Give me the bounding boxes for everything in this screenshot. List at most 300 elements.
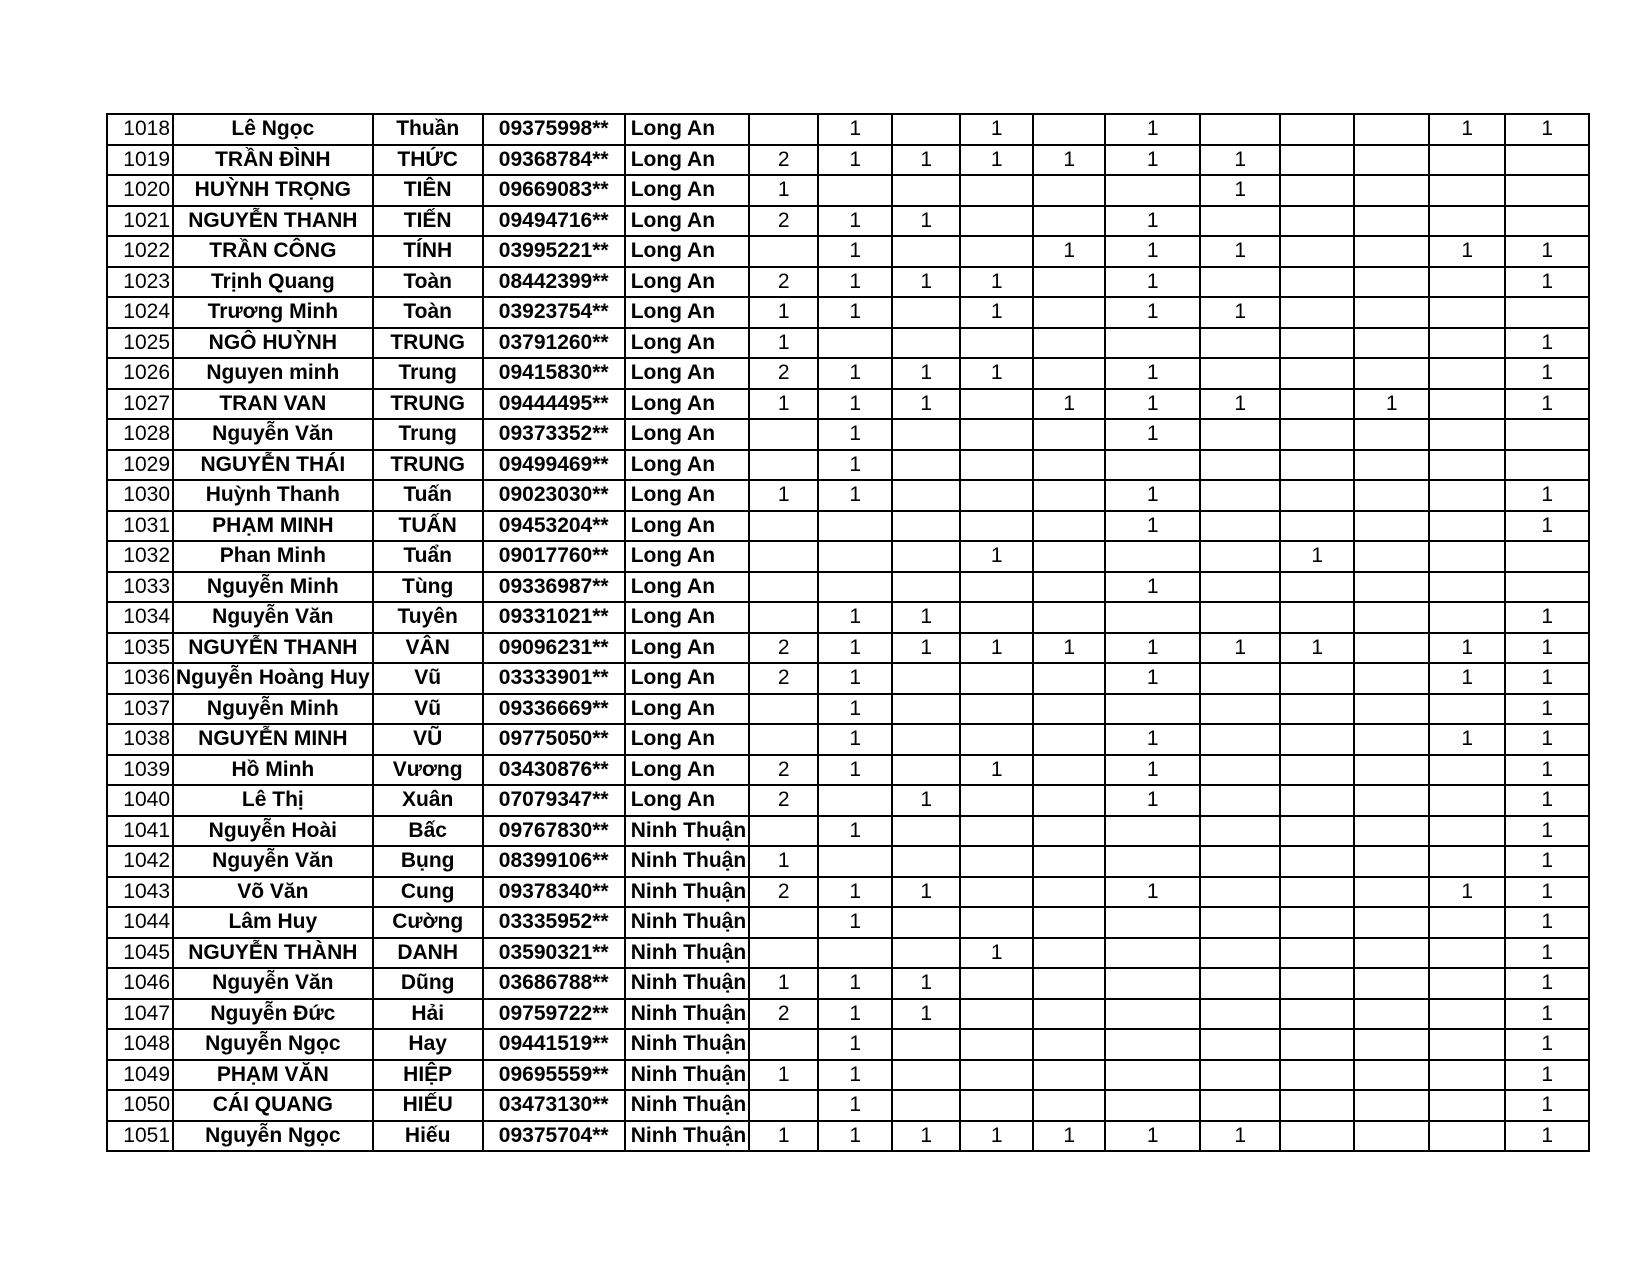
count-cell-11: 1: [1505, 480, 1589, 511]
given-name-cell: Toàn: [373, 267, 483, 298]
table-row: [107, 846, 1589, 877]
count-cell-11: 1: [1505, 694, 1589, 725]
given-name-cell: Thuần: [373, 114, 483, 145]
row-number: 1036: [107, 663, 173, 694]
row-number: 1042: [107, 846, 173, 877]
count-cell-10: [1429, 541, 1505, 572]
phone-cell: 09378340**: [483, 877, 625, 908]
count-cell-11: 1: [1505, 663, 1589, 694]
count-cell-1: [749, 572, 818, 603]
count-cell-10: [1429, 755, 1505, 786]
table-row: [107, 816, 1589, 847]
count-cell-1: [749, 114, 818, 145]
row-number: 1043: [107, 877, 173, 908]
phone-cell: 08399106**: [483, 846, 625, 877]
count-cell-2: 1: [818, 755, 892, 786]
family-name-cell: Nguyễn Minh: [173, 694, 373, 725]
count-cell-6: 1: [1105, 511, 1200, 542]
province-cell: Long An: [625, 175, 749, 206]
count-cell-6: 1: [1105, 145, 1200, 176]
count-cell-4: [960, 572, 1033, 603]
count-cell-1: 2: [749, 877, 818, 908]
count-cell-9: [1354, 175, 1429, 206]
count-cell-3: [892, 328, 960, 359]
count-cell-6: 1: [1105, 236, 1200, 267]
count-cell-2: 1: [818, 297, 892, 328]
count-cell-3: [892, 1029, 960, 1060]
given-name-cell: Dũng: [373, 968, 483, 999]
count-cell-1: 1: [749, 480, 818, 511]
given-name-cell: Vũ: [373, 663, 483, 694]
row-number: 1044: [107, 907, 173, 938]
count-cell-3: [892, 663, 960, 694]
phone-cell: 03333901**: [483, 663, 625, 694]
phone-cell: 09759722**: [483, 999, 625, 1030]
count-cell-6: [1105, 541, 1200, 572]
count-cell-10: [1429, 328, 1505, 359]
count-cell-2: [818, 785, 892, 816]
count-cell-8: [1280, 1060, 1354, 1091]
count-cell-2: 1: [818, 724, 892, 755]
phone-cell: 09453204**: [483, 511, 625, 542]
family-name-cell: Huỳnh Thanh: [173, 480, 373, 511]
count-cell-8: [1280, 602, 1354, 633]
province-cell: Long An: [625, 572, 749, 603]
count-cell-2: [818, 511, 892, 542]
count-cell-5: [1033, 511, 1105, 542]
count-cell-1: 1: [749, 175, 818, 206]
count-cell-5: [1033, 602, 1105, 633]
count-cell-2: 1: [818, 968, 892, 999]
count-cell-4: 1: [960, 358, 1033, 389]
count-cell-5: [1033, 816, 1105, 847]
count-cell-5: [1033, 267, 1105, 298]
count-cell-2: 1: [818, 907, 892, 938]
count-cell-11: [1505, 297, 1589, 328]
count-cell-5: 1: [1033, 145, 1105, 176]
count-cell-10: 1: [1429, 633, 1505, 664]
count-cell-8: [1280, 999, 1354, 1030]
count-cell-7: [1200, 358, 1280, 389]
count-cell-3: [892, 694, 960, 725]
table-row: [107, 724, 1589, 755]
province-cell: Long An: [625, 694, 749, 725]
count-cell-6: 1: [1105, 358, 1200, 389]
family-name-cell: Nguyễn Hoài: [173, 816, 373, 847]
count-cell-3: [892, 755, 960, 786]
row-number: 1040: [107, 785, 173, 816]
count-cell-2: 1: [818, 1029, 892, 1060]
table-row: [107, 602, 1589, 633]
count-cell-3: [892, 175, 960, 206]
row-number: 1033: [107, 572, 173, 603]
given-name-cell: Hiếu: [373, 1121, 483, 1152]
count-cell-10: 1: [1429, 877, 1505, 908]
count-cell-4: 1: [960, 541, 1033, 572]
count-cell-2: 1: [818, 633, 892, 664]
phone-cell: 09775050**: [483, 724, 625, 755]
count-cell-8: [1280, 328, 1354, 359]
province-cell: Long An: [625, 267, 749, 298]
count-cell-1: 2: [749, 663, 818, 694]
table-row: [107, 419, 1589, 450]
count-cell-2: [818, 572, 892, 603]
count-cell-7: 1: [1200, 145, 1280, 176]
count-cell-11: [1505, 175, 1589, 206]
given-name-cell: Vũ: [373, 694, 483, 725]
count-cell-2: 1: [818, 694, 892, 725]
count-cell-10: [1429, 999, 1505, 1030]
count-cell-11: 1: [1505, 968, 1589, 999]
family-name-cell: Nguyễn Ngọc: [173, 1121, 373, 1152]
count-cell-5: 1: [1033, 1121, 1105, 1152]
count-cell-4: [960, 846, 1033, 877]
count-cell-6: [1105, 1060, 1200, 1091]
count-cell-10: [1429, 511, 1505, 542]
count-cell-5: [1033, 724, 1105, 755]
table-row: [107, 541, 1589, 572]
count-cell-1: 1: [749, 389, 818, 420]
count-cell-4: [960, 1060, 1033, 1091]
count-cell-1: [749, 236, 818, 267]
count-cell-7: [1200, 602, 1280, 633]
count-cell-10: [1429, 694, 1505, 725]
count-cell-4: [960, 907, 1033, 938]
count-cell-8: [1280, 358, 1354, 389]
count-cell-4: 1: [960, 267, 1033, 298]
count-cell-5: [1033, 999, 1105, 1030]
count-cell-5: [1033, 175, 1105, 206]
count-cell-1: [749, 541, 818, 572]
count-cell-8: [1280, 724, 1354, 755]
count-cell-11: 1: [1505, 785, 1589, 816]
family-name-cell: Lâm Huy: [173, 907, 373, 938]
count-cell-9: [1354, 114, 1429, 145]
count-cell-8: [1280, 694, 1354, 725]
family-name-cell: Hồ Minh: [173, 755, 373, 786]
count-cell-3: [892, 846, 960, 877]
count-cell-1: [749, 419, 818, 450]
count-cell-9: [1354, 968, 1429, 999]
family-name-cell: NGUYỄN MINH: [173, 724, 373, 755]
province-cell: Long An: [625, 358, 749, 389]
family-name-cell: HUỲNH TRỌNG: [173, 175, 373, 206]
given-name-cell: Trung: [373, 419, 483, 450]
count-cell-11: 1: [1505, 999, 1589, 1030]
count-cell-8: [1280, 846, 1354, 877]
count-cell-10: [1429, 1090, 1505, 1121]
count-cell-9: 1: [1354, 389, 1429, 420]
phone-cell: 03430876**: [483, 755, 625, 786]
given-name-cell: Bụng: [373, 846, 483, 877]
province-cell: Long An: [625, 450, 749, 481]
table-row: [107, 450, 1589, 481]
count-cell-11: 1: [1505, 846, 1589, 877]
phone-cell: 03995221**: [483, 236, 625, 267]
count-cell-7: [1200, 663, 1280, 694]
row-number: 1051: [107, 1121, 173, 1152]
count-cell-10: 1: [1429, 114, 1505, 145]
count-cell-4: [960, 694, 1033, 725]
row-number: 1022: [107, 236, 173, 267]
count-cell-1: 1: [749, 968, 818, 999]
given-name-cell: Cường: [373, 907, 483, 938]
count-cell-7: 1: [1200, 297, 1280, 328]
phone-cell: 03686788**: [483, 968, 625, 999]
province-cell: Long An: [625, 419, 749, 450]
phone-cell: 09499469**: [483, 450, 625, 481]
given-name-cell: HIỆP: [373, 1060, 483, 1091]
count-cell-1: 2: [749, 999, 818, 1030]
count-cell-7: [1200, 419, 1280, 450]
given-name-cell: Hải: [373, 999, 483, 1030]
table-row: [107, 145, 1589, 176]
count-cell-1: [749, 1090, 818, 1121]
count-cell-9: [1354, 1090, 1429, 1121]
count-cell-8: [1280, 389, 1354, 420]
count-cell-6: 1: [1105, 480, 1200, 511]
count-cell-3: [892, 297, 960, 328]
count-cell-11: 1: [1505, 816, 1589, 847]
count-cell-7: [1200, 541, 1280, 572]
count-cell-7: [1200, 511, 1280, 542]
count-cell-11: 1: [1505, 114, 1589, 145]
province-cell: Long An: [625, 389, 749, 420]
count-cell-2: 1: [818, 389, 892, 420]
count-cell-7: 1: [1200, 175, 1280, 206]
given-name-cell: TRUNG: [373, 389, 483, 420]
count-cell-1: 2: [749, 267, 818, 298]
count-cell-11: [1505, 419, 1589, 450]
given-name-cell: Bấc: [373, 816, 483, 847]
count-cell-3: [892, 236, 960, 267]
count-cell-6: 1: [1105, 785, 1200, 816]
count-cell-2: 1: [818, 267, 892, 298]
count-cell-2: 1: [818, 145, 892, 176]
count-cell-2: 1: [818, 1090, 892, 1121]
count-cell-3: [892, 541, 960, 572]
count-cell-6: [1105, 816, 1200, 847]
count-cell-2: [818, 938, 892, 969]
count-cell-9: [1354, 145, 1429, 176]
family-name-cell: NGUYỄN THANH: [173, 206, 373, 237]
count-cell-10: [1429, 816, 1505, 847]
count-cell-11: 1: [1505, 602, 1589, 633]
count-cell-1: 1: [749, 328, 818, 359]
count-cell-10: [1429, 450, 1505, 481]
province-cell: Long An: [625, 236, 749, 267]
count-cell-2: 1: [818, 999, 892, 1030]
count-cell-9: [1354, 358, 1429, 389]
count-cell-6: 1: [1105, 206, 1200, 237]
count-cell-6: [1105, 968, 1200, 999]
phone-cell: 03923754**: [483, 297, 625, 328]
count-cell-10: [1429, 602, 1505, 633]
count-cell-8: [1280, 267, 1354, 298]
count-cell-4: [960, 511, 1033, 542]
count-cell-1: [749, 511, 818, 542]
count-cell-5: 1: [1033, 633, 1105, 664]
count-cell-10: [1429, 968, 1505, 999]
count-cell-11: 1: [1505, 267, 1589, 298]
count-cell-3: [892, 572, 960, 603]
count-cell-9: [1354, 907, 1429, 938]
count-cell-1: [749, 602, 818, 633]
count-cell-10: [1429, 480, 1505, 511]
count-cell-1: [749, 724, 818, 755]
count-cell-10: [1429, 358, 1505, 389]
count-cell-11: 1: [1505, 389, 1589, 420]
count-cell-7: [1200, 450, 1280, 481]
count-cell-9: [1354, 511, 1429, 542]
row-number: 1037: [107, 694, 173, 725]
family-name-cell: TRAN VAN: [173, 389, 373, 420]
count-cell-9: [1354, 877, 1429, 908]
table-row: [107, 1090, 1589, 1121]
count-cell-6: 1: [1105, 724, 1200, 755]
count-cell-4: [960, 175, 1033, 206]
family-name-cell: TRẦN CÔNG: [173, 236, 373, 267]
count-cell-6: [1105, 328, 1200, 359]
count-cell-5: [1033, 785, 1105, 816]
family-name-cell: NGUYỄN THÁI: [173, 450, 373, 481]
row-number: 1049: [107, 1060, 173, 1091]
phone-cell: 03335952**: [483, 907, 625, 938]
given-name-cell: Vương: [373, 755, 483, 786]
table-row: [107, 480, 1589, 511]
given-name-cell: TIÊN: [373, 175, 483, 206]
table-row: [107, 175, 1589, 206]
count-cell-5: [1033, 694, 1105, 725]
count-cell-8: 1: [1280, 633, 1354, 664]
count-cell-10: [1429, 1029, 1505, 1060]
count-cell-11: 1: [1505, 358, 1589, 389]
table-row: [107, 572, 1589, 603]
given-name-cell: TUẤN: [373, 511, 483, 542]
count-cell-7: [1200, 480, 1280, 511]
count-cell-1: 1: [749, 846, 818, 877]
count-cell-3: 1: [892, 206, 960, 237]
count-cell-5: [1033, 450, 1105, 481]
province-cell: Ninh Thuận: [625, 1029, 749, 1060]
phone-cell: 09494716**: [483, 206, 625, 237]
count-cell-7: 1: [1200, 1121, 1280, 1152]
family-name-cell: Nguyễn Văn: [173, 846, 373, 877]
count-cell-11: 1: [1505, 1121, 1589, 1152]
count-cell-9: [1354, 755, 1429, 786]
row-number: 1045: [107, 938, 173, 969]
count-cell-3: [892, 724, 960, 755]
count-cell-6: [1105, 602, 1200, 633]
given-name-cell: Cung: [373, 877, 483, 908]
count-cell-5: [1033, 480, 1105, 511]
count-cell-9: [1354, 572, 1429, 603]
phone-cell: 03791260**: [483, 328, 625, 359]
province-cell: Long An: [625, 755, 749, 786]
count-cell-5: [1033, 358, 1105, 389]
count-cell-8: [1280, 206, 1354, 237]
count-cell-3: 1: [892, 785, 960, 816]
family-name-cell: Nguyễn Văn: [173, 968, 373, 999]
count-cell-7: [1200, 938, 1280, 969]
family-name-cell: PHẠM MINH: [173, 511, 373, 542]
table-row: [107, 877, 1589, 908]
count-cell-1: 2: [749, 206, 818, 237]
count-cell-10: [1429, 785, 1505, 816]
count-cell-10: [1429, 572, 1505, 603]
row-number: 1018: [107, 114, 173, 145]
phone-cell: 08442399**: [483, 267, 625, 298]
count-cell-4: 1: [960, 145, 1033, 176]
count-cell-10: [1429, 1121, 1505, 1152]
row-number: 1021: [107, 206, 173, 237]
count-cell-5: [1033, 297, 1105, 328]
count-cell-4: [960, 450, 1033, 481]
count-cell-4: [960, 968, 1033, 999]
province-cell: Long An: [625, 297, 749, 328]
table-row: [107, 755, 1589, 786]
count-cell-2: 1: [818, 1060, 892, 1091]
province-cell: Long An: [625, 328, 749, 359]
count-cell-6: [1105, 1029, 1200, 1060]
count-cell-1: 2: [749, 785, 818, 816]
row-number: 1023: [107, 267, 173, 298]
count-cell-1: [749, 816, 818, 847]
count-cell-4: [960, 1090, 1033, 1121]
count-cell-2: [818, 328, 892, 359]
count-cell-4: 1: [960, 114, 1033, 145]
count-cell-3: 1: [892, 633, 960, 664]
count-cell-8: [1280, 755, 1354, 786]
table-row: [107, 785, 1589, 816]
count-cell-1: [749, 1029, 818, 1060]
count-cell-6: 1: [1105, 1121, 1200, 1152]
given-name-cell: Tuấn: [373, 480, 483, 511]
table-row: [107, 1121, 1589, 1152]
count-cell-11: 1: [1505, 877, 1589, 908]
count-cell-7: [1200, 206, 1280, 237]
row-number: 1031: [107, 511, 173, 542]
table-row: [107, 236, 1589, 267]
count-cell-5: [1033, 755, 1105, 786]
count-cell-3: 1: [892, 968, 960, 999]
count-cell-10: [1429, 907, 1505, 938]
phone-cell: 03473130**: [483, 1090, 625, 1121]
count-cell-11: 1: [1505, 1060, 1589, 1091]
phone-cell: 09373352**: [483, 419, 625, 450]
count-cell-6: 1: [1105, 419, 1200, 450]
given-name-cell: TIẾN: [373, 206, 483, 237]
province-cell: Ninh Thuận: [625, 907, 749, 938]
count-cell-3: 1: [892, 145, 960, 176]
given-name-cell: Xuân: [373, 785, 483, 816]
row-number: 1030: [107, 480, 173, 511]
table-body: [107, 114, 1589, 1151]
count-cell-6: 1: [1105, 755, 1200, 786]
family-name-cell: CÁI QUANG: [173, 1090, 373, 1121]
province-cell: Long An: [625, 480, 749, 511]
table-row: [107, 114, 1589, 145]
count-cell-9: [1354, 846, 1429, 877]
count-cell-4: [960, 724, 1033, 755]
count-cell-7: [1200, 816, 1280, 847]
province-cell: Long An: [625, 114, 749, 145]
table-row: [107, 267, 1589, 298]
given-name-cell: DANH: [373, 938, 483, 969]
count-cell-11: 1: [1505, 907, 1589, 938]
count-cell-2: 1: [818, 450, 892, 481]
count-cell-7: [1200, 846, 1280, 877]
